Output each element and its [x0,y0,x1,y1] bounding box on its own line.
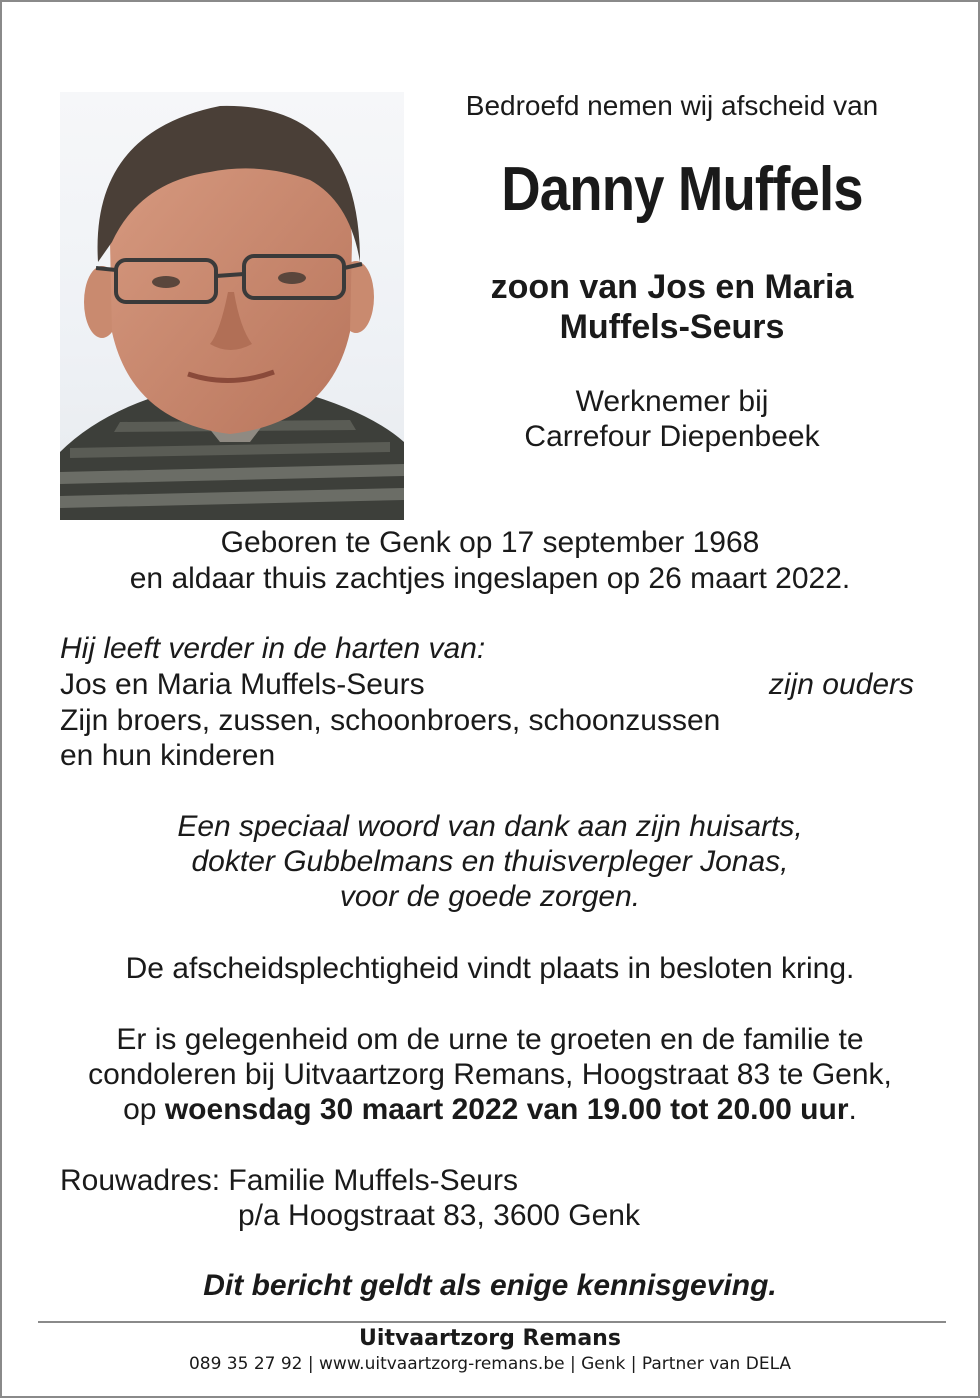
survivor-row-1-name: Jos en Maria Muffels-Seurs [60,668,425,701]
ceremony-text: De afscheidsplechtigheid vindt plaats in besloten kring. [125,952,855,985]
survivor-row-1-relation: zijn ouders [768,668,914,701]
visitation-datetime: woensdag 30 maart 2022 van 19.00 tot 20.00 uur [164,1093,849,1126]
funeral-home-contact: 089 35 27 92 | www.uitvaartzorg-remans.be | Genk | Partner van DELA [188,1354,792,1374]
job-line-2: Carrefour Diepenbeek [524,420,820,453]
visitation-line-3 [2,1093,978,1127]
visitation-prefix: op [123,1093,165,1126]
funeral-home-name: Uitvaartzorg Remans [359,1326,621,1351]
parents-line-2: Muffels-Seurs [559,308,785,346]
survivors-heading: Hij leeft verder in de harten van: [60,632,486,665]
visitation-line-2: condoleren bij Uitvaartzorg Remans, Hoogstraat 83 te Genk, [88,1058,892,1091]
death-line: en aldaar thuis zachtjes ingeslapen op 26 maart 2022. [129,562,851,595]
visitation-line-1: Er is gelegenheid om de urne te groeten en de familie te [116,1023,864,1056]
birth-line: Geboren te Genk op 17 september 1968 [220,526,760,559]
address-line-1: Rouwadres: Familie Muffels-Seurs [60,1164,518,1197]
thanks-line-2: dokter Gubbelmans en thuisverpleger Jonas, [191,845,789,878]
survivor-row-2: Zijn broers, zussen, schoonbroers, schoonzussen [60,704,721,737]
portrait-photo [60,92,404,520]
address-line-2: p/a Hoogstraat 83, 3600 Genk [238,1199,640,1232]
visitation-suffix: . [848,1093,857,1126]
footer-divider [38,1321,946,1323]
notice-text: Dit bericht geldt als enige kennisgeving. [203,1269,777,1302]
thanks-line-1: Een speciaal woord van dank aan zijn huisarts, [177,810,803,843]
intro-text: Bedroefd nemen wij afscheid van [465,90,879,121]
job-line-1: Werknemer bij [575,385,769,418]
parents-line-1: zoon van Jos en Maria [490,268,854,306]
deceased-name: Danny Muffels [501,155,863,224]
thanks-line-3: voor de goede zorgen. [339,880,641,913]
survivor-row-3: en hun kinderen [60,739,276,772]
